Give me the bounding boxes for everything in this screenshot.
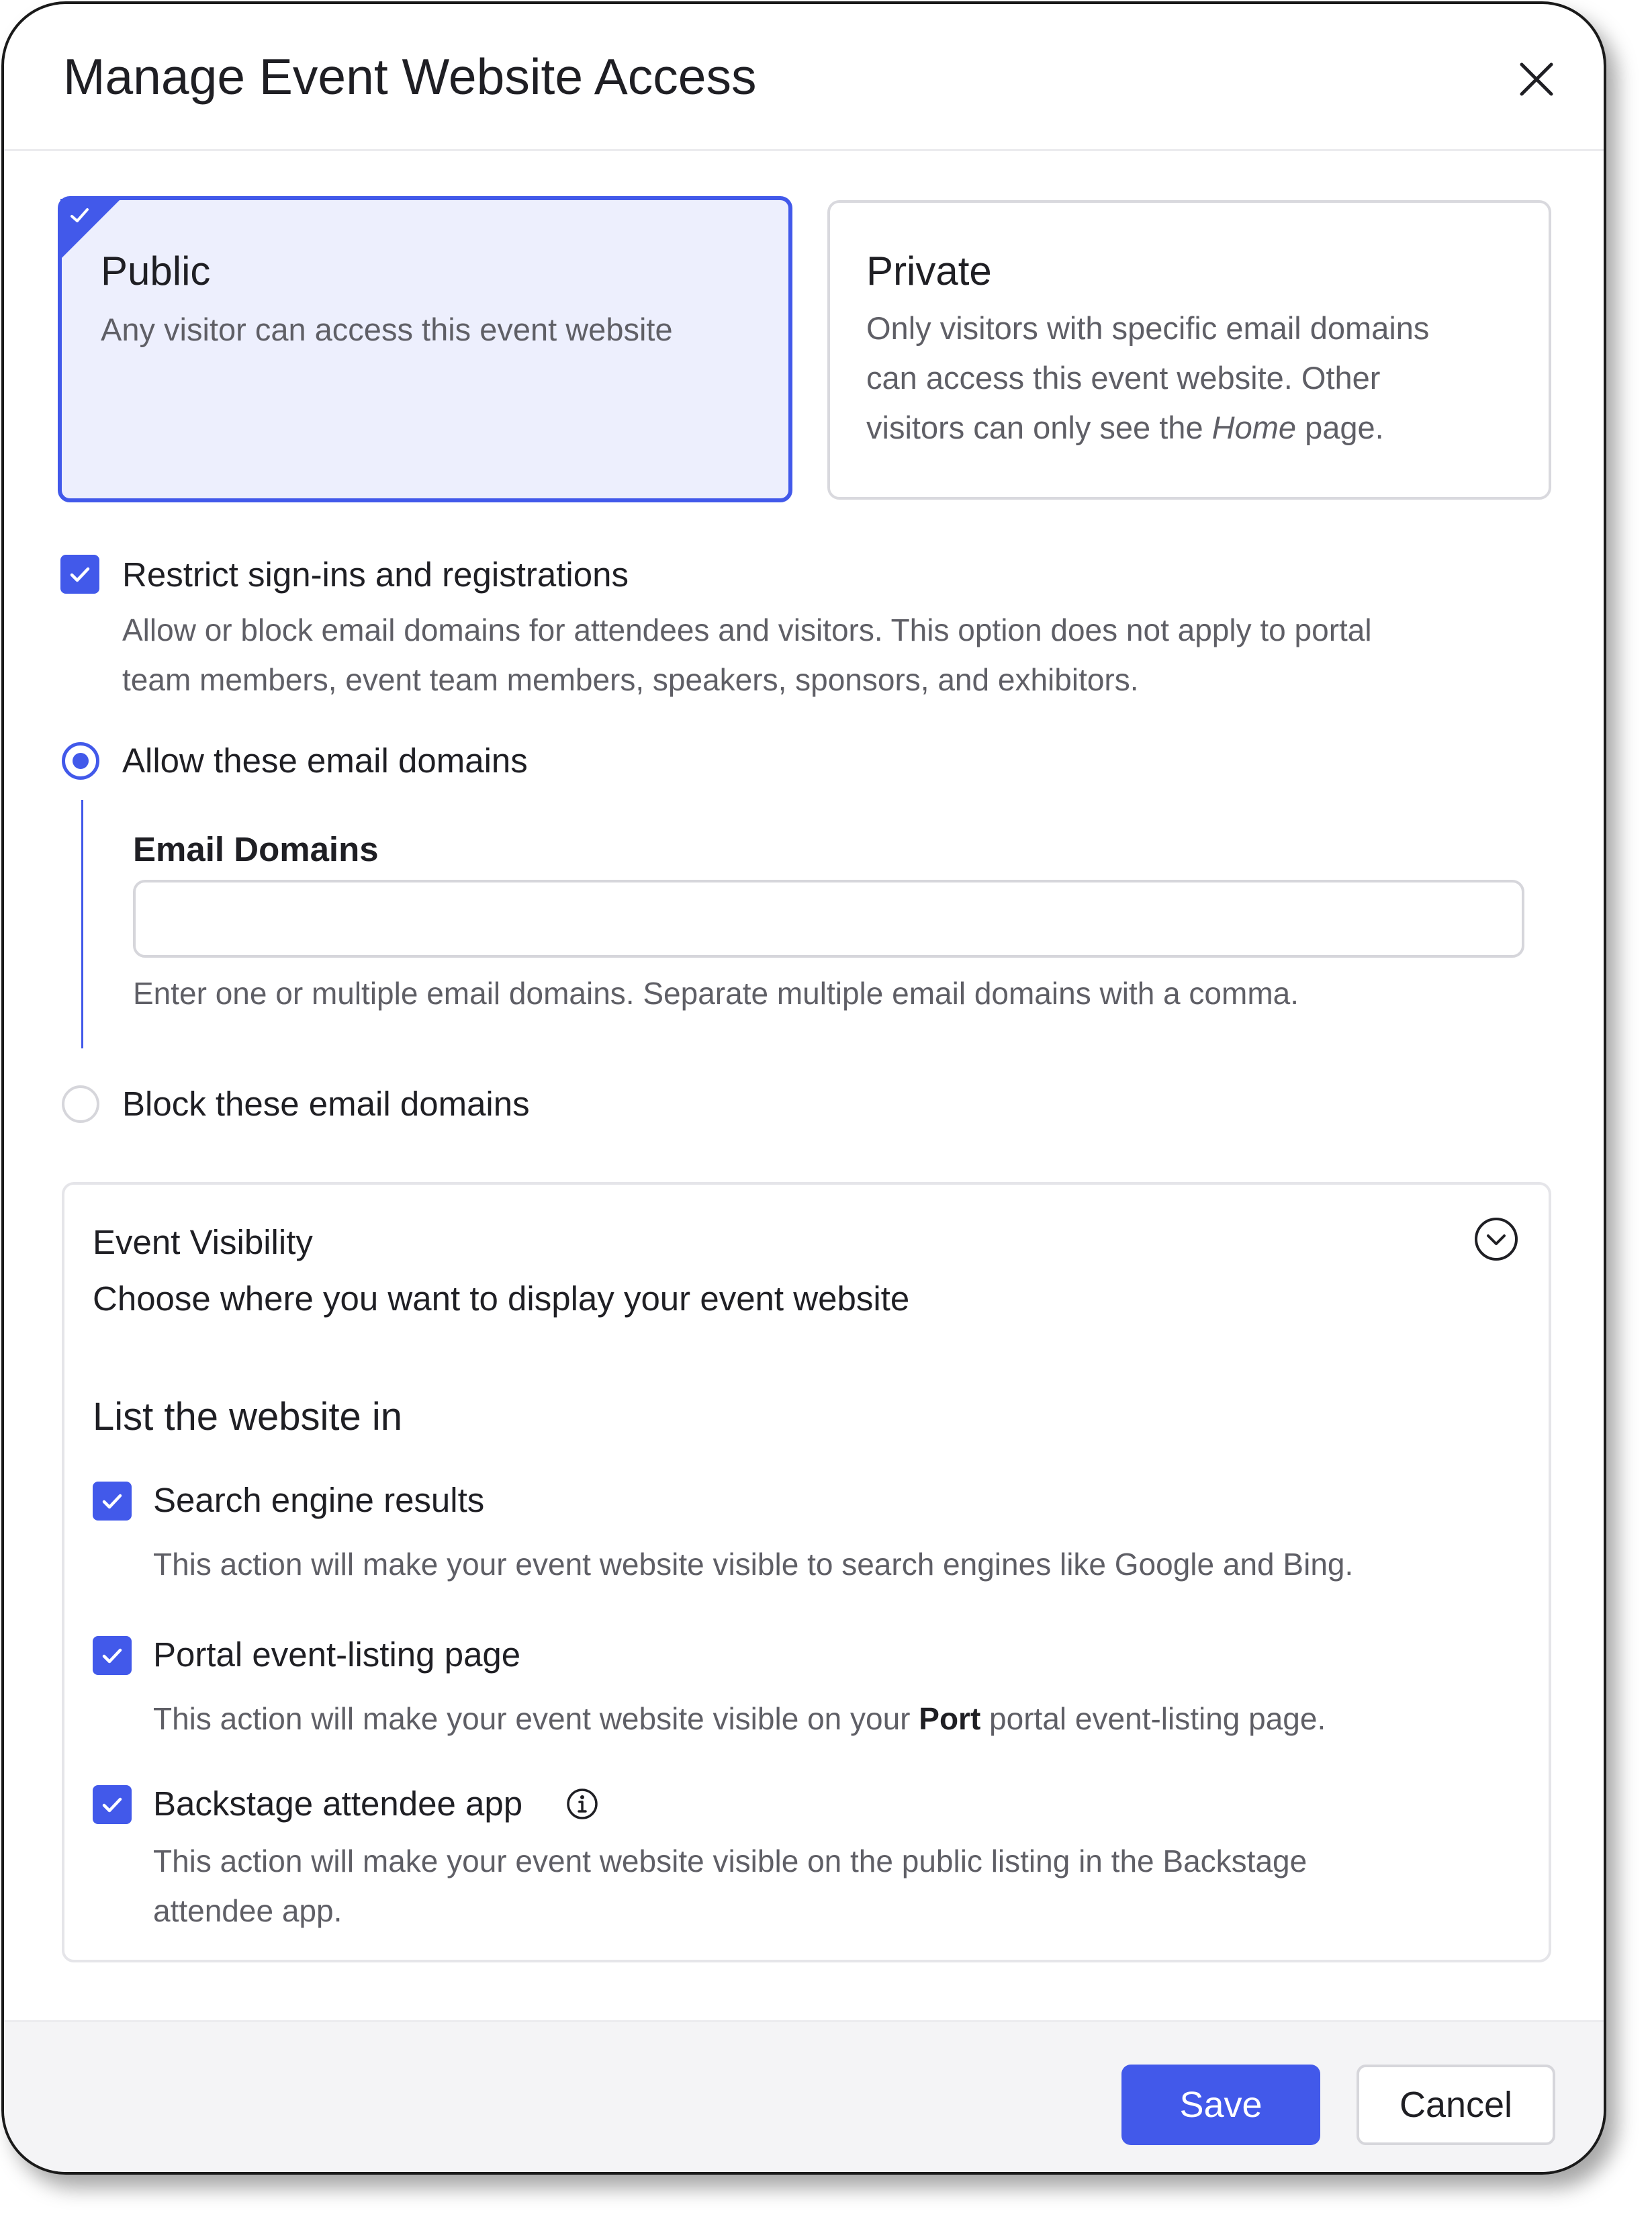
search-engine-checkbox[interactable] (93, 1482, 132, 1521)
search-engine-label: Search engine results (153, 1481, 485, 1519)
event-visibility-title: Event Visibility (93, 1223, 313, 1261)
portal-listing-label: Portal event-listing page (153, 1635, 521, 1674)
list-website-heading: List the website in (93, 1395, 403, 1439)
portal-listing-description (153, 1694, 1326, 1744)
public-description: Any visitor can access this event website (101, 312, 673, 347)
search-engine-description: This action will make your event website visible to search engines like Google and Bing. (153, 1547, 1354, 1582)
close-icon[interactable] (1515, 58, 1558, 101)
header-divider (4, 149, 1604, 151)
email-domains-label: Email Domains (133, 830, 379, 868)
public-option-card[interactable] (58, 196, 792, 502)
dialog-title: Manage Event Website Access (63, 48, 757, 105)
public-title: Public (101, 248, 211, 293)
cancel-button[interactable]: Cancel (1357, 2065, 1555, 2145)
backstage-app-description (153, 1836, 1307, 1936)
radio-dot (73, 753, 89, 769)
check-icon (67, 203, 93, 228)
event-visibility-subtitle: Choose where you want to display your event website (93, 1279, 910, 1318)
portal-name: Port (919, 1701, 981, 1736)
private-description-text: visitors can only see the (866, 410, 1212, 445)
portal-listing-text: This action will make your event website visible on your (153, 1701, 919, 1736)
private-title: Private (866, 248, 992, 293)
email-domains-hint: Enter one or multiple email domains. Separate multiple email domains with a comma. (133, 976, 1299, 1011)
backstage-app-label: Backstage attendee app (153, 1784, 523, 1823)
chevron-down-circle-icon[interactable] (1473, 1216, 1519, 1262)
home-page-emphasis: Home (1211, 410, 1297, 445)
private-description-line: Only visitors with specific email domains (866, 310, 1430, 346)
private-description-text: page. (1296, 410, 1384, 445)
private-description (866, 304, 1429, 453)
info-icon[interactable] (565, 1787, 599, 1821)
private-description-line: can access this event website. Other (866, 360, 1381, 396)
restrict-label: Restrict sign-ins and registrations (122, 555, 629, 594)
private-option-card[interactable] (827, 200, 1551, 500)
allow-domains-radio[interactable] (62, 742, 99, 780)
block-domains-radio[interactable] (62, 1085, 99, 1123)
allow-domains-label: Allow these email domains (122, 741, 528, 780)
email-domains-input[interactable] (133, 880, 1524, 958)
backstage-description-line: This action will make your event website visible on the public listing in the Backstage (153, 1844, 1307, 1878)
restrict-description (122, 605, 1372, 705)
restrict-description-line: team members, event team members, speakers, sponsors, and exhibitors. (122, 662, 1139, 697)
check-icon (99, 1488, 126, 1514)
private-description-line (866, 403, 1429, 453)
restrict-description-line: Allow or block email domains for attendees and visitors. This option does not apply to portal (122, 613, 1372, 647)
block-domains-label: Block these email domains (122, 1085, 530, 1123)
portal-listing-text: portal event-listing page. (980, 1701, 1326, 1736)
backstage-app-checkbox[interactable] (93, 1785, 132, 1824)
restrict-checkbox[interactable] (60, 555, 99, 594)
check-icon (66, 561, 93, 588)
save-button[interactable]: Save (1121, 2065, 1320, 2145)
backstage-description-line: attendee app. (153, 1893, 342, 1928)
check-icon (99, 1642, 126, 1669)
allow-section-line (81, 800, 83, 1048)
portal-listing-checkbox[interactable] (93, 1636, 132, 1675)
check-icon (99, 1791, 126, 1818)
manage-access-dialog (1, 1, 1606, 2175)
